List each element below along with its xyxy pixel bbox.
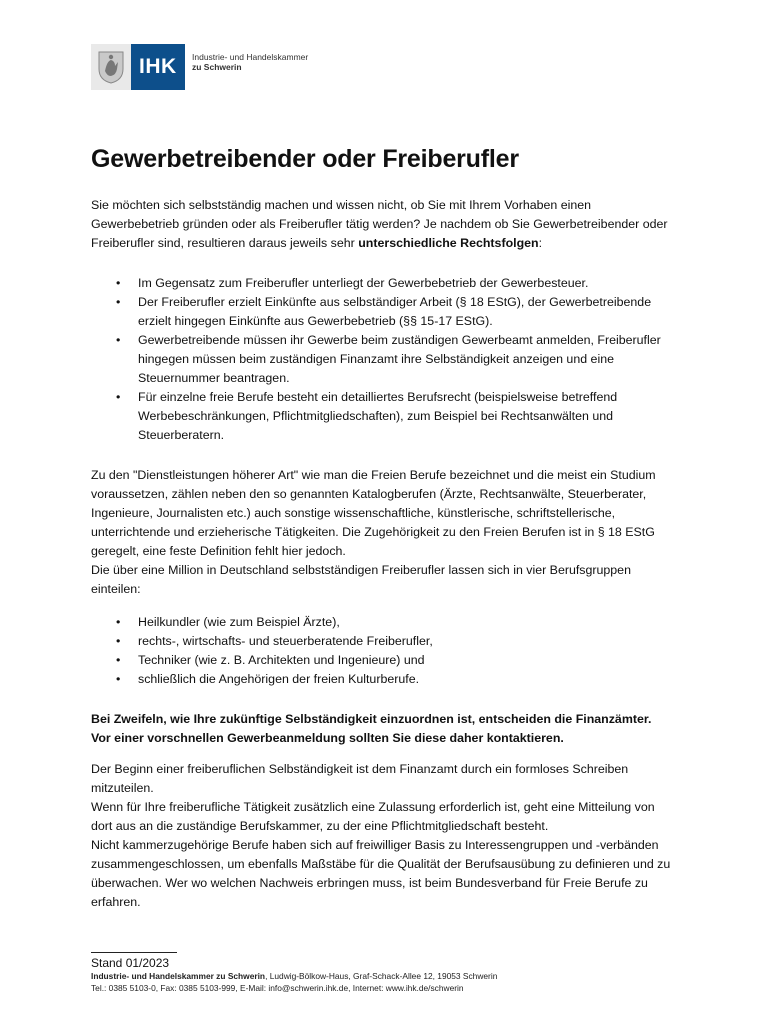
ihk-logo (91, 44, 321, 90)
logo-abbr: IHK (139, 55, 177, 78)
document-body (91, 196, 671, 912)
list-item: • Für einzelne freie Berufe besteht ein detailliertes Berufsrecht (beispielsweise betreffend Werbebeschränkungen, Pflichtmitgliedschaften), zum Beispiel bei Rechtsanwälten und Steuerberatern. (138, 388, 671, 445)
org-name-line2: zu Schwerin (192, 62, 242, 72)
intro-bold: unterschiedliche Rechtsfolgen (358, 236, 539, 250)
notice-paragraph: Bei Zweifeln, wie Ihre zukünftige Selbständigkeit einzuordnen ist, entscheiden die Finanzämter. Vor einer vorschnellen Gewerbeanmeldung sollten Sie diese daher kontaktieren. (91, 712, 652, 745)
services-paragraph: Zu den "Dienstleistungen höherer Art" wie man die Freien Berufe bezeichnet und die meist ein Studium voraussetzen, zählen neben den so genannten Katalogberufen (Ärzte, Rechtsanwälte, Steuerberater, Ingenieure, Journalisten etc.) auch sonstige wissenschaftliche, künstlerische, schriftstellerische, unterrichtende und erzieherische Tätigkeiten. Die Zugehörigkeit zu den Freien Berufen ist in § 18 EStG geregelt, eine feste Definition fehlt hier jedoch. (91, 468, 656, 558)
footer-address-text: , Ludwig-Bölkow-Haus, Graf-Schack-Allee 12, 19053 Schwerin (265, 971, 498, 981)
intro-paragraph (91, 196, 671, 253)
org-name-line1: Industrie- und Handelskammer (192, 52, 309, 62)
list-item: • Gewerbetreibende müssen ihr Gewerbe beim zuständigen Gewerbeamt anmelden, Freiberufler hingegen müssen beim zuständigen Finanzamt ihre Selbständigkeit anzeigen und eine Steuernummer beantragen. (138, 331, 671, 388)
groups-list (91, 613, 671, 689)
footer-contact: Tel.: 0385 5103-0, Fax: 0385 5103-999, E-Mail: info@schwerin.ihk.de, Internet: www.ihk.de/schwerin (91, 983, 464, 993)
closing-paragraph-3: Nicht kammerzugehörige Berufe haben sich auf freiwilliger Basis zu Interessengruppen und -verbänden zusammengeschlossen, um ebenfalls Maßstäbe für die Qualität der Berufsausübung zu definieren und zu überwachen. Wer wo welchen Nachweis erbringen muss, ist beim Bundesverband für Freie Berufe zu erfahren. (91, 838, 671, 909)
list-item: • Heilkundler (wie zum Beispiel Ärzte), (138, 613, 671, 632)
differences-list (91, 274, 671, 445)
groups-intro: Die über eine Million in Deutschland selbstständigen Freiberufler lassen sich in vier Berufsgruppen einteilen: (91, 563, 631, 596)
list-item: • rechts-, wirtschafts- und steuerberatende Freiberufler, (138, 632, 671, 651)
org-name (192, 52, 308, 72)
schwerin-crest-icon (91, 44, 131, 90)
footer-address (91, 970, 691, 982)
list-item: • schließlich die Angehörigen der freien Kulturberufe. (138, 670, 671, 689)
footer-rule (91, 952, 177, 953)
list-item: • Im Gegensatz zum Freiberufler unterliegt der Gewerbebetrieb der Gewerbesteuer. (138, 274, 671, 293)
closing-paragraph-1: Der Beginn einer freiberuflichen Selbständigkeit ist dem Finanzamt durch ein formloses Schreiben mitzuteilen. (91, 762, 629, 795)
logo-box (91, 44, 185, 90)
footer-org: Industrie- und Handelskammer zu Schwerin (91, 971, 266, 981)
closing-paragraph-2: Wenn für Ihre freiberufliche Tätigkeit zusätzlich eine Zulassung erforderlich ist, geht eine Mitteilung von dort aus an die zuständige Berufskammer, zu der eine Pflichtmitgliedschaft besteht. (91, 800, 655, 833)
document-title: Gewerbetreibender oder Freiberufler (91, 145, 519, 173)
list-item: • Techniker (wie z. B. Architekten und Ingenieure) und (138, 651, 671, 670)
page-footer (91, 952, 691, 994)
list-item: • Der Freiberufler erzielt Einkünfte aus selbständiger Arbeit (§ 18 EStG), der Gewerbetreibende erzielt hingegen Einkünfte aus Gewerbebetrieb (§§ 15-17 EStG). (138, 293, 671, 331)
intro-end: : (538, 236, 543, 250)
intro-text: Sie möchten sich selbstständig machen und wissen nicht, ob Sie mit Ihrem Vorhaben einen Gewerbebetrieb gründen oder als Freiberufler tätig werden? Je nachdem ob Sie Gewerbetreibender oder Freiberufler sind, resultieren daraus jeweils sehr (91, 198, 668, 250)
footer-stand: Stand 01/2023 (91, 956, 170, 970)
